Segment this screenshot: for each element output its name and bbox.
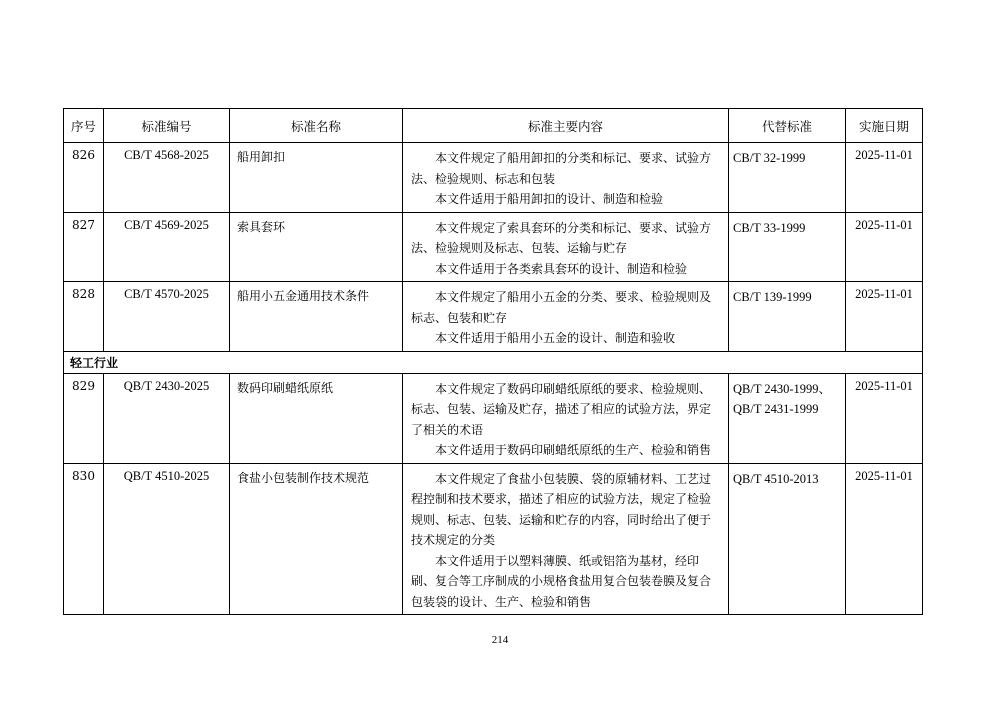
content-paragraph: 本文件适用于各类索具套环的设计、制造和检验 bbox=[435, 261, 688, 276]
row-name: 船用小五金通用技术条件 bbox=[230, 282, 403, 352]
content-paragraph: 本文件规定了数码印刷蜡纸原纸的要求、检验规则、标志、包装、运输及贮存，描述了相应的试验方法，界定了相关的术语 bbox=[411, 381, 712, 437]
row-no: 829 bbox=[64, 373, 104, 463]
header-content: 标准主要内容 bbox=[403, 109, 729, 143]
row-replaces bbox=[729, 212, 846, 282]
table-row bbox=[64, 282, 923, 352]
content-paragraph: 本文件规定了食盐小包装膜、袋的原辅材料、工艺过程控制和技术要求，描述了相应的试验方法，规定了检验规则、标志、包装、运输和贮存的内容，同时给出了便于技术规定的分类 bbox=[411, 471, 712, 547]
standards-table bbox=[63, 108, 923, 615]
row-replaces bbox=[729, 463, 846, 615]
row-code: QB/T 2430-2025 bbox=[104, 373, 230, 463]
row-code: CB/T 4569-2025 bbox=[104, 212, 230, 282]
header-no: 序号 bbox=[64, 109, 104, 143]
row-name: 数码印刷蜡纸原纸 bbox=[230, 373, 403, 463]
category-label: 轻工行业 bbox=[64, 351, 923, 373]
table-row bbox=[64, 463, 923, 615]
table-row bbox=[64, 373, 923, 463]
row-date: 2025-11-01 bbox=[846, 463, 923, 615]
row-content bbox=[403, 212, 729, 282]
row-content bbox=[403, 143, 729, 213]
replaces-line: QB/T 2431-1999 bbox=[733, 401, 819, 416]
row-content bbox=[403, 373, 729, 463]
row-code: CB/T 4568-2025 bbox=[104, 143, 230, 213]
row-no: 826 bbox=[64, 143, 104, 213]
content-paragraph: 本文件适用于船用小五金的设计、制造和验收 bbox=[435, 331, 676, 345]
content-paragraph: 本文件适用于以塑料薄膜、纸或铝箔为基材，经印刷、复合等工序制成的小规格食盐用复合包装卷膜及复合包装袋的设计、生产、检验和销售 bbox=[411, 553, 712, 609]
row-replaces bbox=[729, 282, 846, 352]
page-number: 214 bbox=[491, 634, 509, 646]
row-no: 830 bbox=[64, 463, 104, 615]
row-no: 827 bbox=[64, 212, 104, 282]
content-paragraph: 本文件规定了索具套环的分类和标记、要求、试验方法、检验规则及标志、包装、运输与贮存 bbox=[411, 220, 712, 255]
header-name: 标准名称 bbox=[230, 109, 403, 143]
row-replaces bbox=[729, 143, 846, 213]
replaces-line: QB/T 2430-1999、 bbox=[733, 381, 832, 396]
row-name: 船用卸扣 bbox=[230, 143, 403, 213]
content-paragraph: 本文件适用于船用卸扣的设计、制造和检验 bbox=[435, 192, 664, 206]
row-code: QB/T 4510-2025 bbox=[104, 463, 230, 615]
table-header-row bbox=[64, 109, 923, 143]
row-name: 食盐小包装制作技术规范 bbox=[230, 463, 403, 615]
replaces-line: CB/T 32-1999 bbox=[733, 151, 806, 165]
table-row bbox=[64, 212, 923, 282]
row-content bbox=[403, 463, 729, 615]
header-code: 标准编号 bbox=[104, 109, 230, 143]
row-name: 索具套环 bbox=[230, 212, 403, 282]
header-date: 实施日期 bbox=[846, 109, 923, 143]
row-no: 828 bbox=[64, 282, 104, 352]
replaces-line: CB/T 33-1999 bbox=[733, 220, 806, 235]
row-code: CB/T 4570-2025 bbox=[104, 282, 230, 352]
row-date: 2025-11-01 bbox=[846, 282, 923, 352]
row-date: 2025-11-01 bbox=[846, 373, 923, 463]
row-date: 2025-11-01 bbox=[846, 212, 923, 282]
replaces-line: QB/T 4510-2013 bbox=[733, 471, 819, 486]
content-paragraph: 本文件适用于数码印刷蜡纸原纸的生产、检验和销售 bbox=[435, 443, 712, 457]
header-replaces: 代替标准 bbox=[729, 109, 846, 143]
row-content bbox=[403, 282, 729, 352]
replaces-line: CB/T 139-1999 bbox=[733, 290, 812, 304]
content-paragraph: 本文件规定了船用小五金的分类、要求、检验规则及标志、包装和贮存 bbox=[411, 290, 712, 325]
row-date: 2025-11-01 bbox=[846, 143, 923, 213]
content-paragraph: 本文件规定了船用卸扣的分类和标记、要求、试验方法、检验规则、标志和包装 bbox=[411, 151, 712, 186]
category-row bbox=[64, 351, 923, 373]
row-replaces bbox=[729, 373, 846, 463]
table-row bbox=[64, 143, 923, 213]
